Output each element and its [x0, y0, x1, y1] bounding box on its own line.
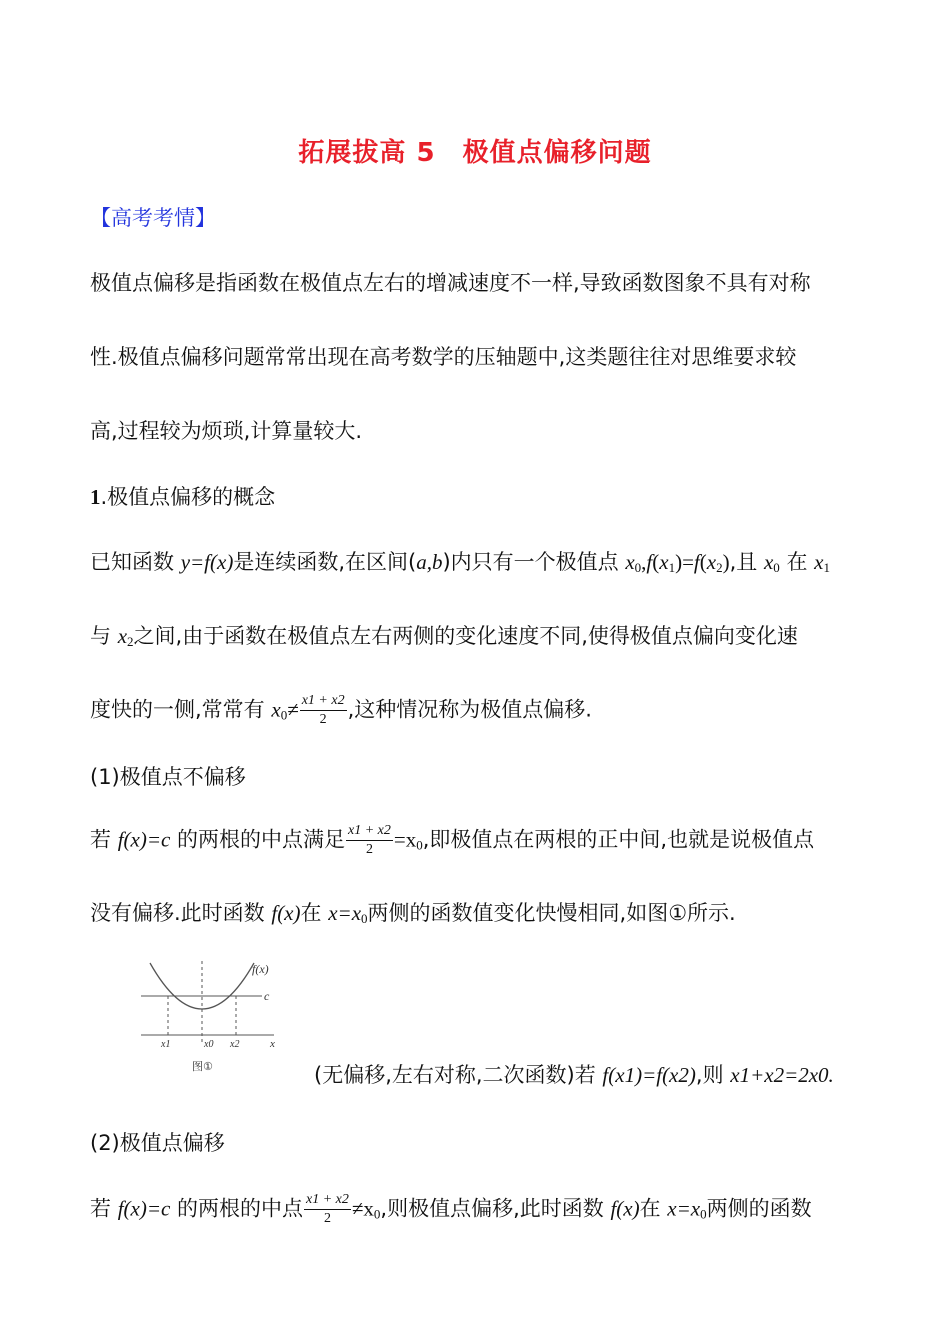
case2-heading: (2)极值点偏移 — [90, 1131, 225, 1155]
math-fx-c: f(x)=c — [117, 1196, 171, 1221]
subscript: 0 — [280, 707, 288, 723]
fraction-numerator: x1 + x2 — [300, 693, 347, 711]
text-run: 若 — [90, 827, 118, 852]
fraction-midpoint — [346, 823, 393, 858]
figure-no-offset — [138, 955, 288, 1080]
text-run: ,这种情况称为极值点偏移. — [347, 697, 592, 722]
x2-tick-label: x2 — [230, 1039, 240, 1050]
subscript: 0 — [361, 911, 368, 926]
subscript: 2 — [127, 634, 134, 649]
math-y-fx: y=f(x) — [180, 550, 234, 574]
subscript: 1 — [823, 560, 830, 575]
intro-line-1: 极值点偏移是指函数在极值点左右的增减速度不一样,导致函数图象不具有对称 — [90, 271, 811, 295]
text-run: ,即极值点在两根的正中间,也就是说极值点 — [422, 827, 815, 852]
intro-line-2: 性.极值点偏移问题常常出现在高考数学的压轴题中,这类题往往对思维要求较 — [90, 345, 797, 369]
definition-line-2 — [90, 621, 870, 657]
text-run: 若 — [90, 1196, 118, 1221]
math-x: x — [659, 550, 669, 574]
math-fx: f(x) — [610, 1196, 640, 1221]
subscript: 0 — [634, 560, 642, 575]
math-x: x — [814, 550, 824, 574]
c-label: c — [264, 989, 270, 1003]
case1-note — [314, 1060, 854, 1090]
text-run: 是连续函数,在区间( — [233, 550, 417, 574]
text-run: 两侧的函数值变化快慢相同,如图①所示. — [367, 901, 736, 925]
text-run: 在 — [639, 1196, 668, 1221]
x-axis-label: x — [270, 1038, 275, 1050]
text-run: ,且 — [729, 550, 764, 574]
fraction-denominator: 2 — [323, 1211, 331, 1226]
math-x: x — [625, 550, 635, 574]
definition-line-3 — [90, 693, 870, 731]
text-run: 的两根的中点 — [170, 1196, 304, 1221]
math-neq-x: ≠x — [351, 1196, 374, 1221]
x0-tick-label: x0 — [204, 1039, 214, 1050]
x1-tick-label: x1 — [161, 1039, 171, 1050]
not-equal-sign: ≠ — [287, 697, 299, 722]
fraction-midpoint — [300, 693, 347, 728]
fraction-denominator: 2 — [365, 842, 373, 857]
text-run: 两侧的函数 — [706, 1196, 812, 1221]
fraction-midpoint — [304, 1192, 351, 1227]
text-run: 没有偏移.此时函数 — [90, 901, 272, 925]
math-x-eq-x: x=x — [328, 901, 362, 925]
math-x: x — [117, 624, 128, 648]
text-run: )内只有一个极值点 — [442, 550, 626, 574]
figure-caption: 图① — [192, 1060, 213, 1073]
math-sum-equality: x1+x2=2x0. — [730, 1063, 834, 1087]
math-x: x — [271, 697, 281, 722]
subscript: 2 — [716, 560, 723, 575]
intro-line-3: 高,过程较为烦琐,计算量较大. — [90, 419, 363, 443]
page-title: 拓展拔高 5 极值点偏移问题 — [298, 138, 652, 168]
math-fx: f(x) — [271, 901, 301, 925]
curve-label: f(x) — [252, 962, 269, 976]
text-run: 在 — [300, 901, 329, 925]
concept-heading — [90, 482, 870, 512]
math-x: x — [706, 550, 717, 574]
text-run: 之间,由于函数在极值点左右两侧的变化速度不同,使得极值点偏向变化速 — [133, 624, 798, 648]
definition-line-1: 已知函数 y=f(x)是连续函数,在区间(a,b)内只有一个极值点 $x_0,f(x_1)=f(x_2)$,且 $x_0$ 在 $x_1$ — [90, 550, 830, 575]
fraction-numerator: x1 + x2 — [304, 1192, 351, 1210]
subscript: 0 — [773, 560, 780, 575]
concept-heading-number: 1 — [90, 485, 101, 509]
case2-line-1 — [90, 1192, 870, 1230]
text-run: 已知函数 — [90, 550, 181, 574]
fraction-denominator: 2 — [319, 712, 327, 727]
text-run: ,则极值点偏移,此时函数 — [380, 1196, 611, 1221]
math-f: f — [693, 550, 700, 574]
case1-line-2 — [90, 898, 870, 934]
math-f: f — [646, 550, 653, 574]
text-run: 与 — [90, 624, 118, 648]
subscript: 0 — [416, 837, 423, 853]
math-fx-c: f(x)=c — [117, 827, 171, 852]
subscript: 0 — [373, 1206, 381, 1222]
section-label: 【高考考情】 — [90, 206, 216, 230]
text-run: 度快的一侧,常常有 — [90, 697, 272, 722]
math-ab: a,b — [416, 550, 443, 574]
text-run: (无偏移,左右对称,二次函数)若 — [314, 1063, 603, 1087]
concept-heading-text: .极值点偏移的概念 — [100, 485, 276, 509]
case1-line-1 — [90, 823, 870, 861]
subscript: 1 — [668, 560, 676, 575]
text-run: ,则 — [695, 1063, 731, 1087]
case1-heading: (1)极值点不偏移 — [90, 765, 246, 789]
fraction-numerator: x1 + x2 — [346, 823, 393, 841]
subscript: 0 — [700, 1206, 707, 1222]
text-run: 在 — [786, 550, 815, 574]
math-x-eq-x: x=x — [667, 1196, 701, 1221]
math-eq-x: =x — [393, 827, 417, 852]
math-f-equality: f(x1)=f(x2) — [602, 1063, 696, 1087]
text-run: 的两根的中点满足 — [170, 827, 346, 852]
math-x: x — [763, 550, 774, 574]
